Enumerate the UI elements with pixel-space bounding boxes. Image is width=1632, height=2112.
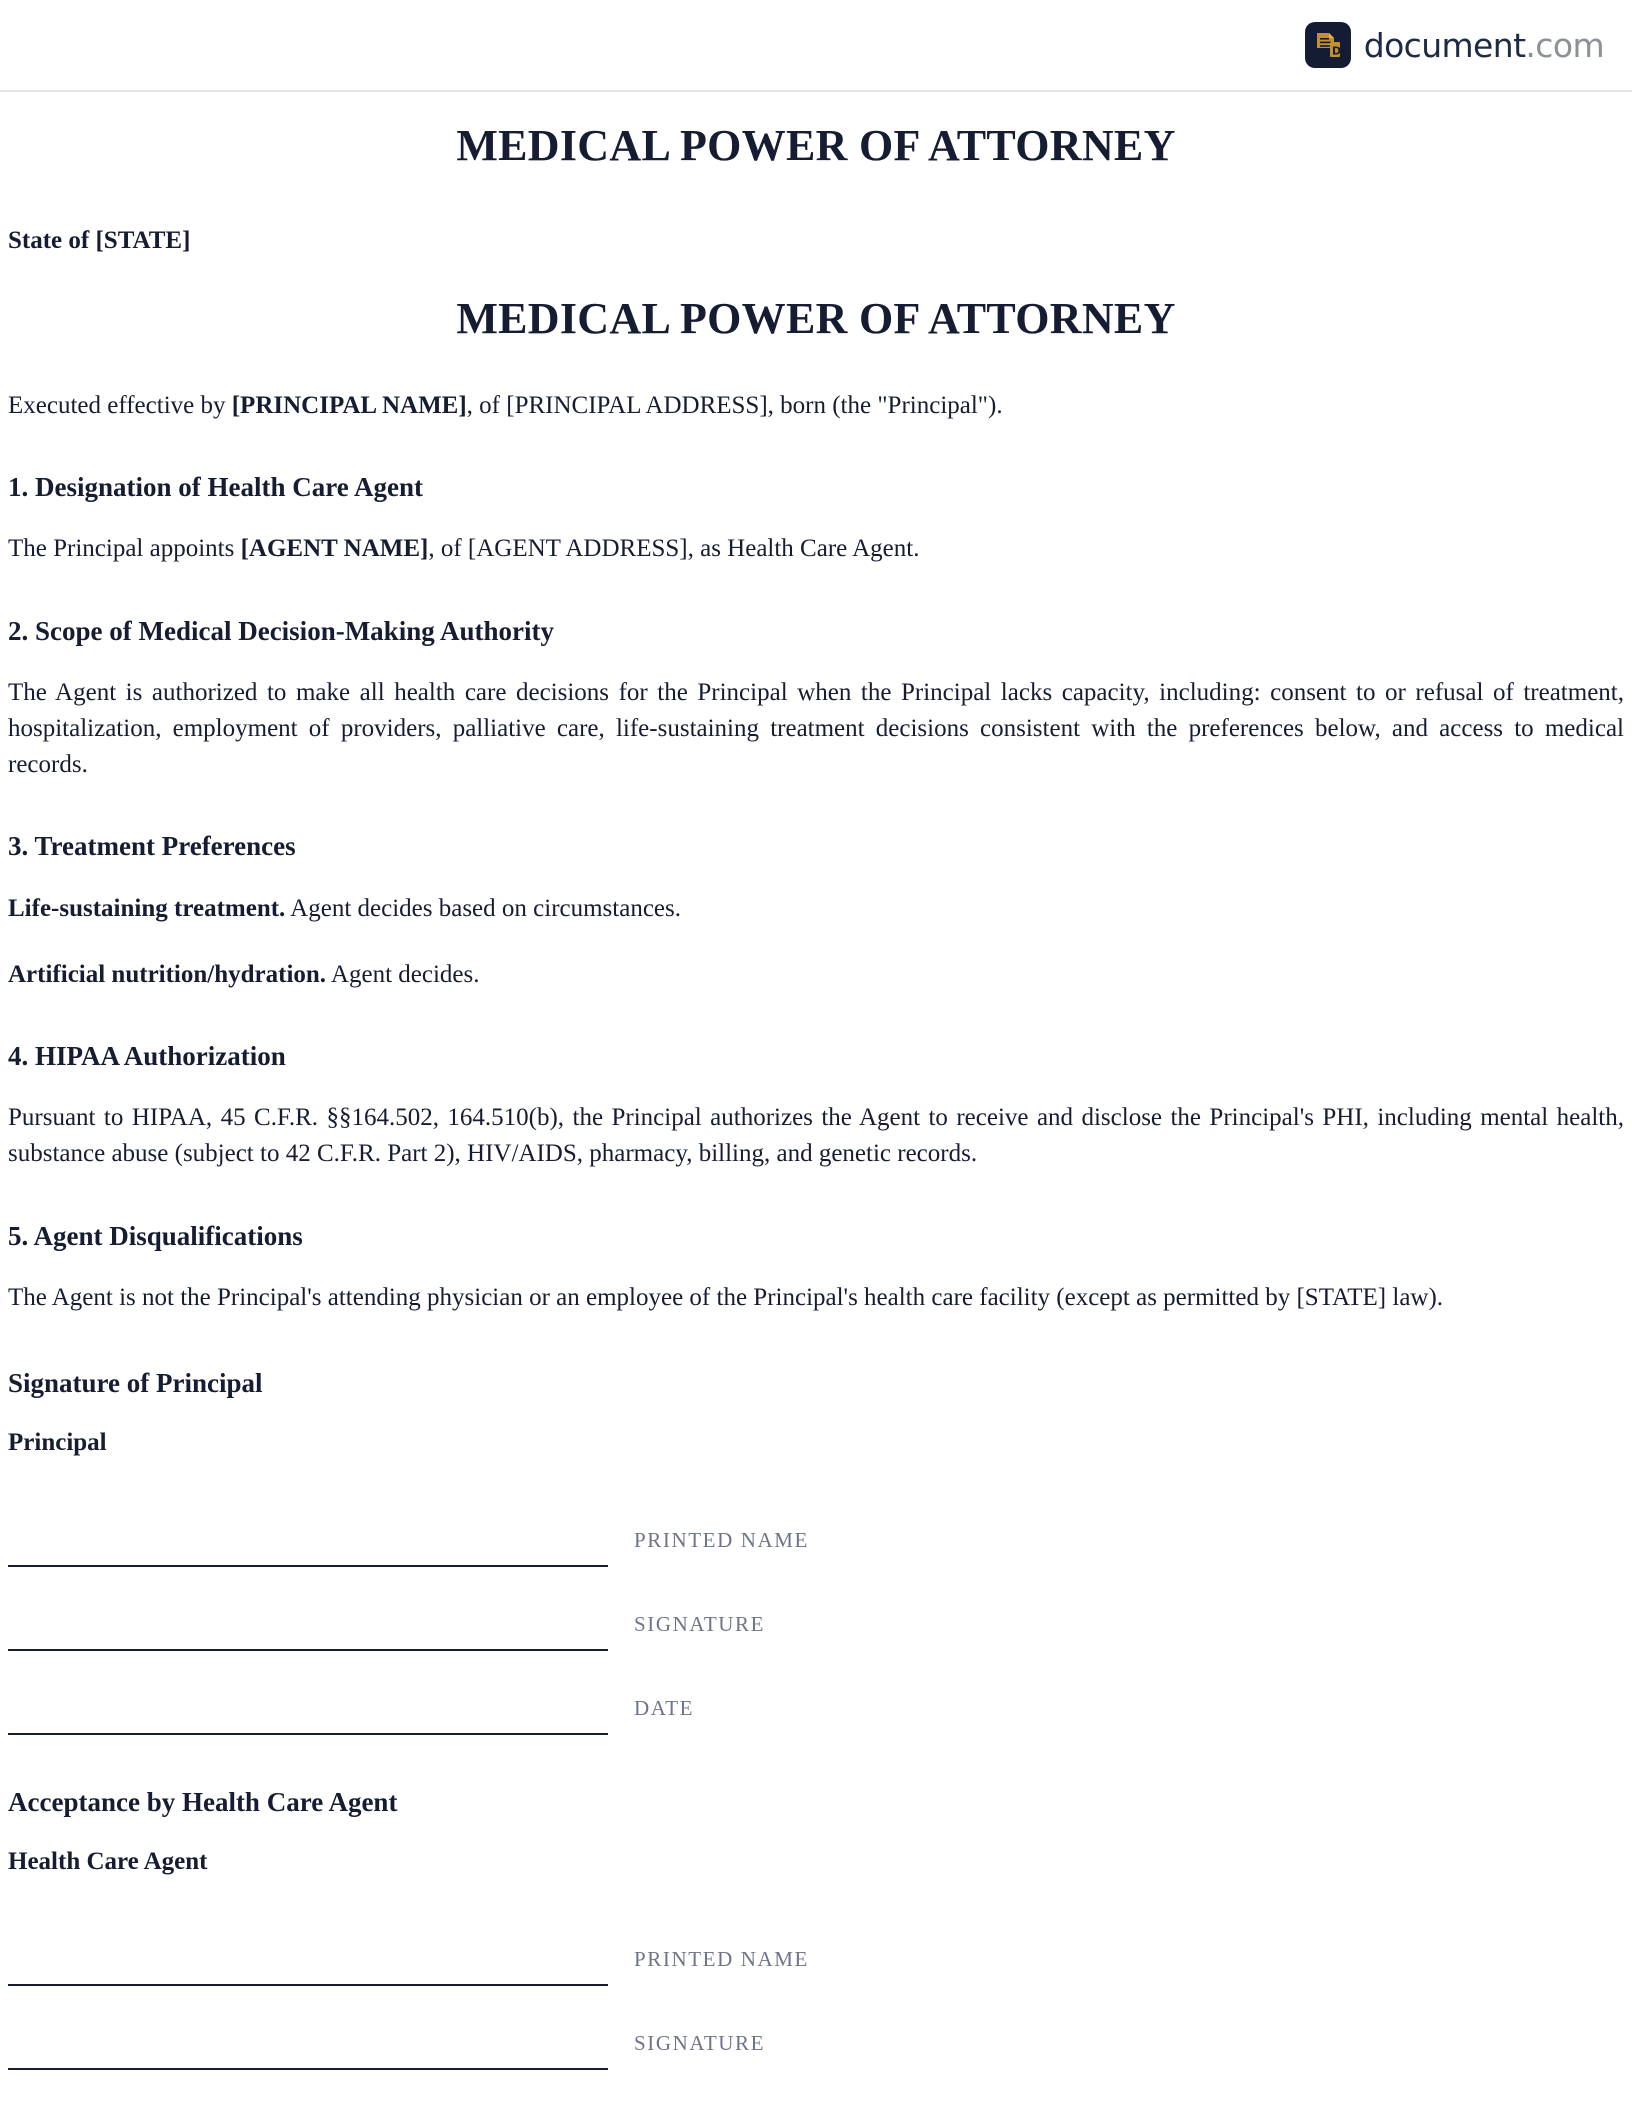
svg-text:D: D bbox=[1331, 44, 1341, 58]
section-5-heading: 5. Agent Disqualifications bbox=[8, 1220, 303, 1251]
section-3-item-2 bbox=[8, 957, 1624, 993]
document-page bbox=[0, 118, 1632, 2070]
signature-block-2-role: Health Care Agent bbox=[8, 1847, 208, 1875]
printed-name-label: PRINTED NAME bbox=[634, 1946, 809, 1971]
brand-wordmark bbox=[1363, 25, 1604, 65]
signature-block-2-fields bbox=[8, 1902, 1624, 2070]
section-3-item-2-label: Artificial nutrition/hydration. bbox=[8, 960, 327, 988]
signature-block-1-heading: Signature of Principal bbox=[8, 1367, 263, 1398]
signature-block-1-fields bbox=[8, 1483, 1624, 1735]
printed-name-label: PRINTED NAME bbox=[634, 1527, 809, 1552]
signature-field-row[interactable] bbox=[8, 1567, 1624, 1651]
section-3-item-1 bbox=[8, 891, 1624, 927]
signature-field-row[interactable] bbox=[8, 1651, 1624, 1735]
signature-field-row[interactable] bbox=[8, 1986, 1624, 2070]
section-3-heading: 3. Treatment Preferences bbox=[8, 831, 296, 862]
date-label: DATE bbox=[634, 1695, 695, 1720]
signature-line[interactable] bbox=[8, 1986, 608, 2070]
section-2-heading: 2. Scope of Medical Decision-Making Authority bbox=[8, 615, 554, 646]
section-3-item-1-text: Agent decides based on circumstances. bbox=[285, 894, 681, 922]
intro-principal-name: [PRINCIPAL NAME] bbox=[231, 392, 467, 419]
document-header-title: MEDICAL POWER OF ATTORNEY bbox=[456, 121, 1176, 170]
signature-field-row[interactable] bbox=[8, 1483, 1624, 1567]
printed-name-line[interactable] bbox=[8, 1483, 608, 1567]
printed-name-line[interactable] bbox=[8, 1902, 608, 1986]
signature-label: SIGNATURE bbox=[634, 2030, 766, 2055]
section-4-body: Pursuant to HIPAA, 45 C.F.R. §§164.502, 164.510(b), the Principal authorizes the Agent to receive and disclose the Principal's PHI, including mental health, substance abuse (subject to 42 C.F.R. Part 2), HIV/AIDS, pharmacy, billing, and genetic records. bbox=[8, 1104, 1624, 1168]
signature-label: SIGNATURE bbox=[634, 1611, 766, 1636]
signature-field-row[interactable] bbox=[8, 1902, 1624, 1986]
site-header bbox=[0, 0, 1632, 92]
section-1-body bbox=[8, 531, 1624, 567]
brand-name-primary: document bbox=[1363, 25, 1526, 65]
section-1-body-lead: The Principal appoints bbox=[8, 535, 241, 563]
state-line: State of [STATE] bbox=[8, 227, 191, 254]
brand-name-suffix: .com bbox=[1525, 25, 1604, 65]
document-main-title: MEDICAL POWER OF ATTORNEY bbox=[456, 294, 1176, 343]
intro-lead: Executed effective by bbox=[8, 392, 232, 419]
date-line[interactable] bbox=[8, 1651, 608, 1735]
brand-logo[interactable] bbox=[1305, 22, 1604, 68]
section-1-body-tail: , of [AGENT ADDRESS], as Health Care Agent. bbox=[428, 535, 920, 563]
document-file-icon bbox=[1305, 22, 1351, 68]
signature-line[interactable] bbox=[8, 1567, 608, 1651]
section-2-body: The Agent is authorized to make all health care decisions for the Principal when the Principal lacks capacity, including: consent to or refusal of treatment, hospitalization, employment of providers, palliative care, life-sustaining treatment decisions consistent with the preferences below, and access to medical records. bbox=[8, 678, 1624, 779]
section-1-heading: 1. Designation of Health Care Agent bbox=[8, 472, 423, 503]
signature-block-2-heading: Acceptance by Health Care Agent bbox=[8, 1786, 398, 1817]
intro-paragraph bbox=[8, 388, 1624, 424]
section-3-item-1-label: Life-sustaining treatment. bbox=[8, 894, 286, 922]
signature-block-1-role: Principal bbox=[8, 1428, 107, 1456]
section-5-body: The Agent is not the Principal's attending physician or an employee of the Principal's health care facility (except as permitted by [STATE] law). bbox=[8, 1283, 1444, 1311]
intro-tail: , of [PRINCIPAL ADDRESS], born (the "Principal"). bbox=[466, 392, 1003, 419]
section-3-item-2-text: Agent decides. bbox=[326, 960, 480, 988]
section-4-heading: 4. HIPAA Authorization bbox=[8, 1041, 286, 1072]
section-1-agent-name: [AGENT NAME] bbox=[240, 535, 429, 563]
